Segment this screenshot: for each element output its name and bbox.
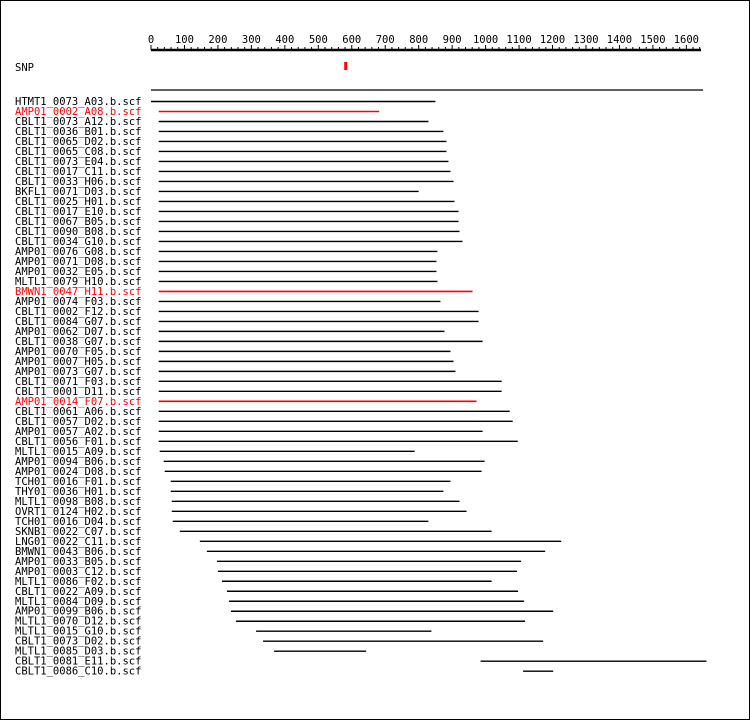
read-label: MLTL1_0084_D09.b.scf xyxy=(15,595,142,608)
read-label: TCH01_0016_D04.b.scf xyxy=(15,515,142,528)
read-label: CBLT1_0067_B05.b.scf xyxy=(15,215,142,228)
x-tick-label: 200 xyxy=(208,34,228,46)
x-tick-label: 800 xyxy=(409,34,429,46)
read-label: CBLT1_0017_C11.b.scf xyxy=(15,165,142,178)
read-label: BMWN1_0047_H11.b.scf xyxy=(15,285,142,298)
read-bars xyxy=(151,102,706,672)
read-label: LNG01_0022_C11.b.scf xyxy=(15,535,142,548)
read-label: CBLT1_0071_F03.b.scf xyxy=(15,375,142,388)
read-label: AMP01_0070_F05.b.scf xyxy=(15,345,142,358)
read-label: CBLT1_0056_F01.b.scf xyxy=(15,435,142,448)
read-label: AMP01_0074_F03.b.scf xyxy=(15,295,142,308)
read-label: CBLT1_0086_C10.b.scf xyxy=(15,665,142,678)
read-label: CBLT1_0081_E11.b.scf xyxy=(15,655,142,668)
x-tick-label: 600 xyxy=(342,34,362,46)
read-label: AMP01_0024_D08.b.scf xyxy=(15,465,142,478)
read-label: CBLT1_0090_B08.b.scf xyxy=(15,225,142,238)
x-axis xyxy=(148,34,701,50)
read-label: AMP01_0003_C12.b.scf xyxy=(15,565,142,578)
read-label: HTMT1_0073_A03.b.scf xyxy=(15,96,142,108)
read-label: SKNB1_0022_C07.b.scf xyxy=(15,525,142,538)
snp-marker xyxy=(344,62,347,70)
read-label: CBLT1_0038_G07.b.scf xyxy=(15,335,142,348)
read-label: BKFL1_0071_D03.b.scf xyxy=(15,185,142,198)
read-label: CBLT1_0065_D02.b.scf xyxy=(15,135,142,148)
read-label: CBLT1_0017_E10.b.scf xyxy=(15,205,142,218)
read-labels xyxy=(15,96,141,678)
read-label: CBLT1_0034_G10.b.scf xyxy=(15,235,142,248)
read-label: CBLT1_0033_H06.b.scf xyxy=(15,175,142,188)
read-label: CBLT1_0002_F12.b.scf xyxy=(15,305,142,318)
x-tick-label: 1500 xyxy=(640,34,666,46)
x-tick-label: 300 xyxy=(241,34,261,46)
x-tick-label: 0 xyxy=(147,34,155,46)
x-tick-label: 1600 xyxy=(673,34,700,46)
read-label: AMP01_0014_F07.b.scf xyxy=(15,395,142,408)
x-tick-label: 900 xyxy=(442,34,462,46)
read-label: CBLT1_0073_D02.b.scf xyxy=(15,635,142,648)
read-label: AMP01_0071_D08.b.scf xyxy=(15,255,142,268)
x-tick-label: 1100 xyxy=(506,34,532,46)
read-label: AMP01_0002_A08.b.scf xyxy=(15,105,142,118)
read-label: BMWN1_0043_B06.b.scf xyxy=(15,545,142,558)
read-label: OVRT1_0124_H02.b.scf xyxy=(15,505,142,518)
read-label: CBLT1_0073_A12.b.scf xyxy=(15,115,142,128)
read-label: CBLT1_0057_D02.b.scf xyxy=(15,415,142,428)
alignment-chart xyxy=(1,1,749,719)
read-label: MLTL1_0098_B08.b.scf xyxy=(15,495,142,508)
read-label: AMP01_0073_G07.b.scf xyxy=(15,365,142,378)
read-label: AMP01_0094_B06.b.scf xyxy=(15,455,142,468)
read-label: CBLT1_0065_C08.b.scf xyxy=(15,145,142,158)
read-label: MLTL1_0070_D12.b.scf xyxy=(15,615,142,628)
snp-track xyxy=(15,62,347,74)
read-label: AMP01_0099_B06.b.scf xyxy=(15,605,142,618)
read-label: AMP01_0062_D07.b.scf xyxy=(15,325,142,338)
read-label: AMP01_0057_A02.b.scf xyxy=(15,425,142,438)
read-label: MLTL1_0085_D03.b.scf xyxy=(15,645,142,658)
read-label: CBLT1_0036_B01.b.scf xyxy=(15,125,142,138)
read-label: CBLT1_0073_E04.b.scf xyxy=(15,155,142,168)
read-label: THY01_0036_H01.b.scf xyxy=(15,485,142,498)
x-tick-label: 100 xyxy=(174,34,194,46)
snp-label: SNP xyxy=(15,62,34,74)
read-label: CBLT1_0022_A09.b.scf xyxy=(15,585,142,598)
read-label: AMP01_0033_B05.b.scf xyxy=(15,555,142,568)
read-label: AMP01_0032_E05.b.scf xyxy=(15,265,142,278)
read-label: TCH01_0016_F01.b.scf xyxy=(15,475,142,488)
read-label: MLTL1_0015_A09.b.scf xyxy=(15,445,142,458)
x-tick-label: 1200 xyxy=(539,34,566,46)
read-label: CBLT1_0084_G07.b.scf xyxy=(15,315,142,328)
x-tick-label: 700 xyxy=(375,34,395,46)
read-label: AMP01_0007_H05.b.scf xyxy=(15,355,142,368)
read-label: CBLT1_0001_D11.b.scf xyxy=(15,385,142,398)
read-label: CBLT1_0061_A06.b.scf xyxy=(15,405,142,418)
x-tick-label: 1000 xyxy=(472,34,499,46)
x-tick-label: 1300 xyxy=(573,34,599,46)
x-tick-label: 400 xyxy=(275,34,295,46)
read-label: MLTL1_0015_G10.b.scf xyxy=(15,625,142,638)
x-tick-label: 1400 xyxy=(606,34,633,46)
x-tick-label: 500 xyxy=(308,34,328,46)
read-label: MLTL1_0079_H10.b.scf xyxy=(15,275,142,288)
read-label: MLTL1_0086_F02.b.scf xyxy=(15,575,142,588)
read-label: CBLT1_0025_H01.b.scf xyxy=(15,195,142,208)
read-label: AMP01_0076_G08.b.scf xyxy=(15,245,142,258)
